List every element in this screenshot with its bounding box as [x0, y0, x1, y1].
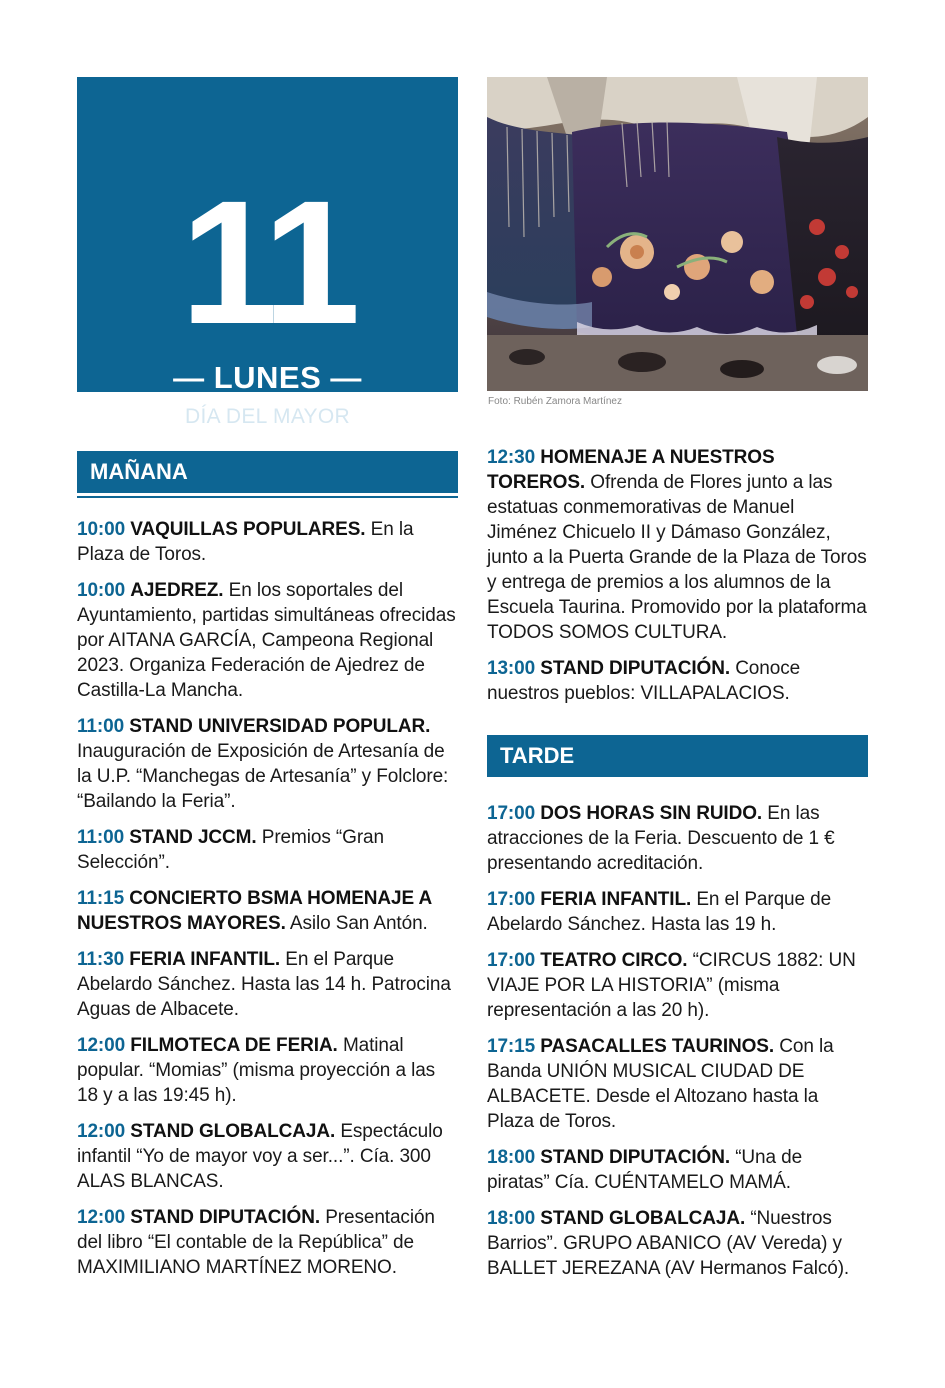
event-time: 10:00 — [77, 519, 126, 540]
event-time: 17:00 — [487, 803, 536, 824]
event-title: STAND DIPUTACIÓN. — [540, 1147, 730, 1168]
photo-credit: Foto: Rubén Zamora Martínez — [488, 396, 622, 407]
event-item — [487, 801, 868, 876]
event-time: 17:15 — [487, 1036, 536, 1057]
event-item — [77, 714, 458, 814]
section-gap — [487, 717, 868, 735]
festival-photo — [487, 77, 868, 391]
event-time: 11:15 — [77, 888, 125, 909]
event-title: STAND JCCM. — [129, 827, 257, 848]
event-title: PASACALLES TAURINOS. — [540, 1036, 775, 1057]
day-number: 11 — [180, 165, 355, 361]
right-column — [487, 445, 868, 1292]
event-time: 11:00 — [77, 716, 125, 737]
event-description: Premios “Gran Selección”. — [77, 827, 384, 873]
event-time: 12:00 — [77, 1207, 126, 1228]
afternoon-event-list — [487, 801, 868, 1281]
event-description: “Nuestros Barrios”. GRUPO ABANICO (AV Vereda) y BALLET JEREZANA (AV Hermanos Falcó). — [487, 1208, 850, 1279]
traditional-skirts-image — [487, 77, 868, 391]
event-description: Espectáculo infantil “Yo de mayor voy a ser...”. Cía. 300 ALAS BLANCAS. — [77, 1121, 443, 1192]
event-item — [487, 1206, 868, 1281]
event-description: Asilo San Antón. — [289, 913, 428, 934]
event-title: FILMOTECA DE FERIA. — [130, 1035, 338, 1056]
event-title: STAND GLOBALCAJA. — [540, 1208, 746, 1229]
event-title: CONCIERTO BSMA HOMENAJE A NUESTROS MAYORES. — [77, 888, 432, 934]
morning-event-list — [77, 517, 458, 1280]
event-title: DOS HORAS SIN RUIDO. — [540, 803, 763, 824]
event-time: 12:30 — [487, 447, 536, 468]
event-description: “Una de piratas” Cía. CUÉNTAMELO MAMÁ. — [487, 1147, 803, 1193]
event-description: En el Parque Abelardo Sánchez. Hasta las 14 h. Patrocina Aguas de Albacete. — [77, 949, 451, 1020]
morning-column — [77, 451, 458, 1291]
event-item — [77, 947, 458, 1022]
event-time: 12:00 — [77, 1035, 126, 1056]
event-description: Inauguración de Exposición de Artesanía de la U.P. “Manchegas de Artesanía” y Folclore: “Bailando la Feria”. — [77, 741, 449, 812]
event-title: AJEDREZ. — [130, 580, 224, 601]
section-header-manana: MAÑANA — [77, 451, 458, 493]
event-title: VAQUILLAS POPULARES. — [130, 519, 366, 540]
event-item — [77, 825, 458, 875]
event-time: 12:00 — [77, 1121, 126, 1142]
event-title: FERIA INFANTIL. — [540, 889, 692, 910]
day-header-box — [77, 77, 458, 428]
event-item — [77, 1119, 458, 1194]
event-item — [487, 1034, 868, 1134]
day-subtitle: DÍA DEL MAYOR — [185, 405, 350, 428]
event-description: En la Plaza de Toros. — [77, 519, 414, 565]
section-header-tarde: TARDE — [487, 735, 868, 777]
weekday-label: — LUNES — — [173, 360, 362, 395]
event-item — [487, 1145, 868, 1195]
section-gap — [487, 777, 868, 801]
event-time: 13:00 — [487, 658, 536, 679]
event-item — [487, 887, 868, 937]
event-title: STAND GLOBALCAJA. — [130, 1121, 336, 1142]
event-time: 10:00 — [77, 580, 126, 601]
event-time: 18:00 — [487, 1208, 536, 1229]
event-description: Conoce nuestros pueblos: VILLAPALACIOS. — [487, 658, 801, 704]
morning-continued-event-list — [487, 445, 868, 706]
event-time: 17:00 — [487, 889, 536, 910]
event-description: En el Parque de Abelardo Sánchez. Hasta las 19 h. — [487, 889, 832, 935]
event-item — [77, 517, 458, 567]
event-title: STAND UNIVERSIDAD POPULAR. — [129, 716, 431, 737]
event-item — [487, 948, 868, 1023]
event-item — [77, 886, 458, 936]
event-time: 17:00 — [487, 950, 536, 971]
event-item — [487, 445, 868, 645]
event-title: STAND DIPUTACIÓN. — [130, 1207, 320, 1228]
event-title: FERIA INFANTIL. — [129, 949, 281, 970]
event-item — [487, 656, 868, 706]
event-description: Matinal popular. “Momias” (misma proyección a las 18 y a las 19:45 h). — [77, 1035, 436, 1106]
event-title: STAND DIPUTACIÓN. — [540, 658, 730, 679]
event-title: HOMENAJE A NUESTROS TOREROS. — [487, 447, 775, 493]
event-description: Ofrenda de Flores junto a las estatuas conmemorativas de Manuel Jiménez Chicuelo II y Dámaso González, junto a la Puerta Grande de la Plaza de Toros y entrega de premios a los alumnos de la Escuela Taurina. Promovido por la plataforma TODOS SOMOS CULTURA. — [487, 472, 867, 643]
event-time: 18:00 — [487, 1147, 536, 1168]
event-description: Presentación del libro “El contable de la República” de MAXIMILIANO MARTÍNEZ MORENO. — [77, 1207, 435, 1278]
event-description: En los soportales del Ayuntamiento, partidas simultáneas ofrecidas por AITANA GARCÍA, Campeona Regional 2023. Organiza Federación de Ajedrez de Castilla-La Mancha. — [77, 580, 456, 701]
event-item — [77, 578, 458, 703]
event-time: 11:30 — [77, 949, 125, 970]
event-description: “CIRCUS 1882: UN VIAJE POR LA HISTORIA” (misma representación a las 20 h). — [487, 950, 856, 1021]
event-time: 11:00 — [77, 827, 125, 848]
event-item — [77, 1205, 458, 1280]
event-description: En las atracciones de la Feria. Descuento de 1 € presentando acreditación. — [487, 803, 835, 874]
event-description: Con la Banda UNIÓN MUSICAL CIUDAD DE ALBACETE. Desde el Altozano hasta la Plaza de Toros. — [487, 1036, 834, 1132]
event-title: TEATRO CIRCO. — [540, 950, 688, 971]
event-item — [77, 1033, 458, 1108]
